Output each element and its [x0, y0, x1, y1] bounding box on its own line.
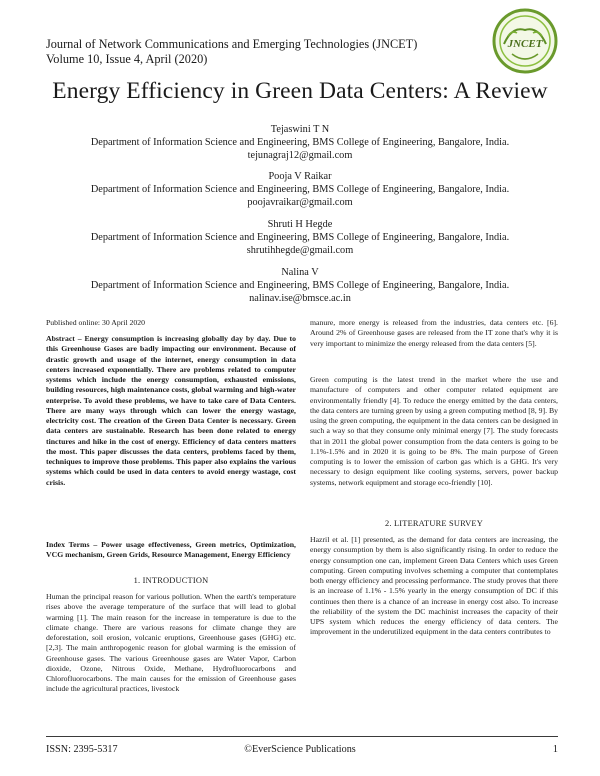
footer-publisher: ©EverScience Publications: [244, 744, 356, 755]
author-1: [0, 123, 600, 162]
paragraph-text: Green computing is the latest trend in the market where the use and manufacture of computers and other computer related equipment are environmentally friendly [4]. To reduce the energy emitted by the data centers, the data centers are turning green by using a green computing method [8, 9]. By using the green computing, the equipment in the data centers can be designed in such a way so that they consume only minimal energy [7]. The study forecasts that in 2011 the global power consumption from the data centers is going to be 1.1%-1.5% and in 2020 it is going to be 8%. The main purpose of Green computing is to lower the emission of carbon gas which is a GHG. It's very necessary to design equipment like cooling systems, servers, power backup systems, network equipment and storage eco-friendly [10].: [310, 375, 558, 487]
logo-text: JNCET: [507, 38, 543, 50]
author-email: tejunagraj12@gmail.com: [247, 150, 353, 161]
author-2: [0, 170, 600, 209]
author-4: [0, 266, 600, 305]
page-number: 1: [552, 744, 558, 755]
abstract: [46, 334, 296, 488]
author-email: nalinav.ise@bmsce.ac.in: [249, 293, 351, 304]
author-email: poojavraikar@gmail.com: [247, 197, 353, 208]
journal-issue: Volume 10, Issue 4, April (2020): [46, 52, 208, 66]
index-terms-text: Index Terms – Power usage effectiveness, Green metrics, Optimization, VCG mechanism, Green Grids, Resource Management, Energy Efficiency: [46, 540, 296, 560]
paper-title: Energy Efficiency in Green Data Centers: A Review: [52, 78, 548, 104]
author-email: shrutihhegde@gmail.com: [246, 245, 354, 256]
section-heading-introduction: 1. INTRODUCTION: [133, 576, 209, 585]
paragraph-text: manure, more energy is released from the industries, data centers etc. [6]. Around 2% of Greenhouse gases are released from the IT zone that's why it is very important to minimize the energy released from the data centers [5].: [310, 318, 558, 348]
author-affiliation: Department of Information Science and Engineering, BMS College of Engineering, Bangalore, India.: [90, 137, 510, 148]
author-3: [0, 218, 600, 257]
abstract-text: Abstract – Energy consumption is increasing globally day by day. Due to this Greenhouse Gases are badly impacting our environment. Because of drastic growth and usage of the internet, energy consumption in data centers increased exponentially. There are problems related to computer systems which include the energy consumption, exhausted emissions, building resources, high maintenance costs, global warming and high-water enterprise. To avoid these problems, we have to take care of Data Centers. There are many ways through which can lower the energy wastage, electricity cost. The creation of the Green Data Center is necessary. Green data centers are sustainable. Research has been done related to energy tinctures and hike in the cost of energy. Efficiency of data centers matters the most. This paper discusses the data centers, problems faced by them, techniques to improve those problems. This paper also explains the various systems which could be used in data centers to avoid energy wastage, cost crisis.: [46, 334, 296, 487]
author-name: Pooja V Raikar: [268, 171, 332, 182]
author-name: Shruti H Hegde: [267, 219, 333, 230]
right-paragraph-1: [310, 318, 558, 349]
journal-header: [46, 37, 417, 67]
intro-paragraph: Human the principal reason for various pollution. When the earth's temperature rises above the average temperature of the surface that will lead to global warming [1]. The main reason for the increase in temperature is due to the climate change. There are various reasons for climate change they are deforestation, soil erosion, volcanic eruptions, Greenhouse gases (GHG) etc. [2,3]. The main anthropogenic reason for global warming is the emission of Greenhouse gases. The various Greenhouse gases are Water Vapor, Carbon dioxide, Ozone, Nitrous Oxide, Methane, Hydrofluorocarbons and Chlorofluorocarbons. The main causes for the emission of Greenhouse gases include the agricultural practices, livestock: [46, 592, 296, 694]
index-terms: [46, 540, 296, 561]
right-paragraph-2: [310, 375, 558, 488]
introduction: [46, 592, 296, 695]
jncet-logo-icon: [490, 6, 560, 76]
section-heading-literature-survey: 2. LITERATURE SURVEY: [384, 519, 483, 528]
author-affiliation: Department of Information Science and Engineering, BMS College of Engineering, Bangalore, India.: [90, 280, 510, 291]
published-date: Published online: 30 April 2020: [46, 318, 146, 327]
right-paragraph-3: [310, 535, 558, 638]
author-name: Nalina V: [281, 267, 319, 278]
author-affiliation: Department of Information Science and Engineering, BMS College of Engineering, Bangalore, India.: [90, 184, 510, 195]
paragraph-text: Hazril et al. [1] presented, as the demand for data centers are increasing, the energy consumption by them is also significantly rising. In order to reduce the energy consumption one can, implement Green Data Centers which uses Green computing. Green computing involves scheming a computer that contemplates both energy efficiency and processing performance. The study proves that there is an increase of 1.1% - 1.5% yearly in the energy consumption of DC if this continues then there is a chance of an increase in energy cost also. To increase the reliability of the system the DC machinist increases the capacity of their UPS system which reduces the energy efficiency of data centers. The improvement in the underutilized equipment in the data centers contributes to: [310, 535, 558, 637]
author-name: Tejaswini T N: [270, 124, 330, 135]
footer-divider: [46, 736, 558, 737]
footer-issn: ISSN: 2395-5317: [46, 744, 118, 755]
journal-name: Journal of Network Communications and Emerging Technologies (JNCET): [46, 37, 418, 51]
author-affiliation: Department of Information Science and Engineering, BMS College of Engineering, Bangalore, India.: [90, 232, 510, 243]
